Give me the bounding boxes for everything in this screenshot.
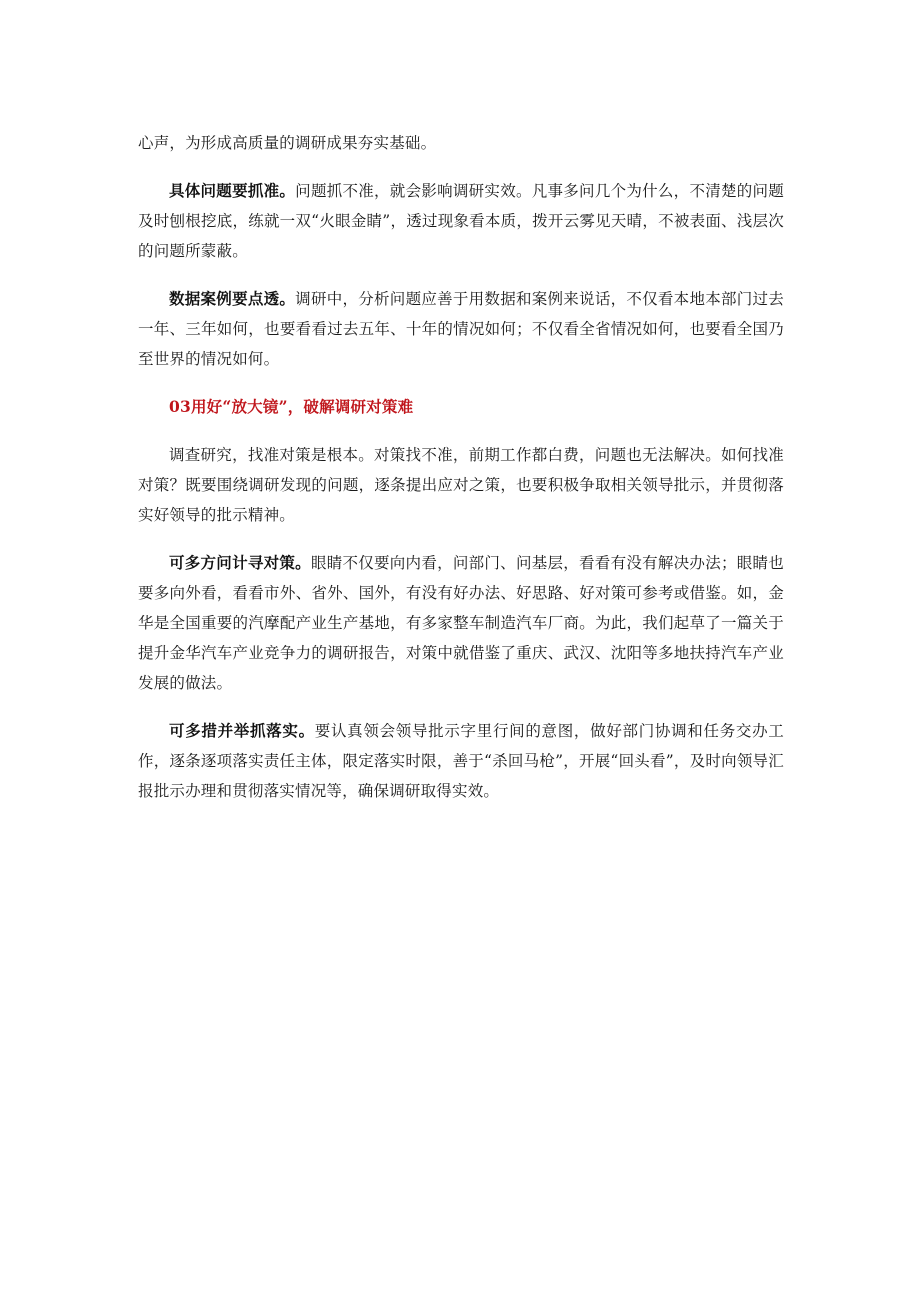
paragraph-find-countermeasures: [138, 440, 784, 530]
paragraph-continuation: [138, 128, 784, 158]
paragraph-lead: 数据案例要点透。: [169, 289, 296, 308]
paragraph-lead: 具体问题要抓准。: [169, 181, 296, 200]
paragraph-lead: 可多措并举抓落实。: [169, 721, 315, 740]
section-heading-text: 03用好“放大镜”，破解调研对策难: [169, 397, 414, 416]
paragraph-multi-direction: [138, 548, 784, 698]
paragraph-lead: 可多方问计寻对策。: [169, 553, 311, 572]
section-heading: [138, 392, 784, 422]
document-page: [138, 128, 784, 824]
paragraph-text: 调研中，分析问题应善于用数据和案例来说话，不仅看本地本部门过去一年、三年如何，也要看看过去五年、十年的情况如何；不仅看全省情况如何，也要看全国乃至世界的情况如何。: [138, 290, 784, 368]
paragraph-specific-problems: [138, 176, 784, 266]
paragraph-text: 眼睛不仅要向内看，问部门、问基层，看看有没有解决办法；眼睛也要多向外看，看看市外、省外、国外，有没有好办法、好思路、好对策可参考或借鉴。如，金华是全国重要的汽摩配产业生产基地，有多家整车制造汽车厂商。为此，我们起草了一篇关于提升金华汽车产业竞争力的调研报告，对策中就借鉴了重庆、武汉、沈阳等多地扶持汽车产业发展的做法。: [138, 554, 784, 692]
paragraph-text: 心声，为形成高质量的调研成果夯实基础。: [138, 134, 437, 152]
paragraph-implementation: [138, 716, 784, 806]
paragraph-text: 问题抓不准，就会影响调研实效。凡事多问几个为什么，不清楚的问题及时刨根挖底，练就一双“火眼金睛”，透过现象看本质，拨开云雾见天晴，不被表面、浅层次的问题所蒙蔽。: [138, 182, 784, 260]
paragraph-data-cases: [138, 284, 784, 374]
paragraph-text: 要认真领会领导批示字里行间的意图，做好部门协调和任务交办工作，逐条逐项落实责任主体，限定落实时限，善于“杀回马枪”，开展“回头看”，及时向领导汇报批示办理和贯彻落实情况等，确保调研取得实效。: [138, 722, 784, 800]
paragraph-text: 调查研究，找准对策是根本。对策找不准，前期工作都白费，问题也无法解决。如何找准对策？既要围绕调研发现的问题，逐条提出应对之策，也要积极争取相关领导批示，并贯彻落实好领导的批示精神。: [138, 446, 784, 524]
